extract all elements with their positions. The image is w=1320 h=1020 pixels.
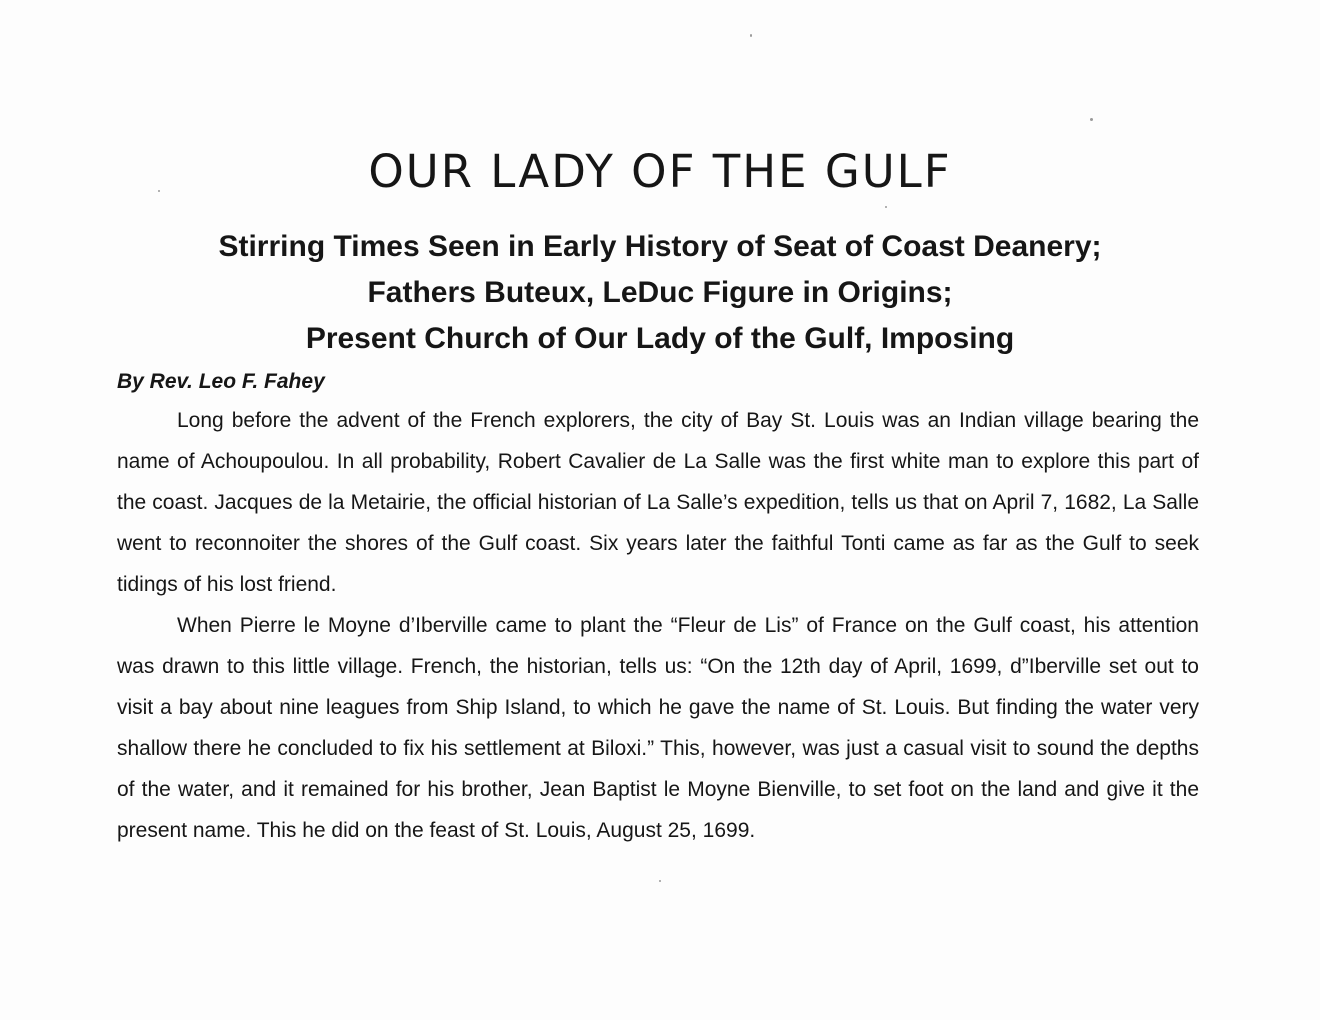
author-byline: By Rev. Leo F. Fahey	[117, 370, 325, 393]
scan-speck	[659, 880, 661, 882]
scan-speck	[750, 34, 752, 37]
paragraph-2: When Pierre le Moyne d’Iberville came to plant the “Fleur de Lis” of France on the Gulf coast, his attention was drawn to this little village. French, the historian, tells us: “On the 12th day of April, 1699, d”Iberville set out to visit a bay about nine leagues from Ship Island, to which he gave the name of St. Louis. But finding the water very shallow there he concluded to fix his settlement at Biloxi.” This, however, was just a casual visit to sound the depths of the water, and it remained for his brother, Jean Baptist le Moyne Bienville, to set foot on the land and give it the present name. This he did on the feast of St. Louis, August 25, 1699.	[117, 614, 1199, 842]
subtitle-line-3: Present Church of Our Lady of the Gulf, Imposing	[305, 322, 1015, 355]
scan-speck	[158, 190, 160, 192]
paragraph-1: Long before the advent of the French explorers, the city of Bay St. Louis was an Indian village bearing the name of Achoupoulou. In all probability, Robert Cavalier de La Salle was the first white man to explore this part of the coast. Jacques de la Metairie, the official historian of La Salle’s expedition, tells us that on April 7, 1682, La Salle went to reconnoiter the shores of the Gulf coast. Six years later the faithful Tonti came as far as the Gulf to seek tidings of his lost friend.	[117, 409, 1199, 596]
document-title: OUR LADY OF THE GULF	[368, 145, 952, 198]
document-subtitle	[0, 224, 1320, 362]
scan-speck	[1090, 118, 1093, 121]
scan-speck	[885, 206, 887, 208]
article-body	[117, 400, 1199, 851]
subtitle-line-2: Fathers Buteux, LeDuc Figure in Origins;	[367, 276, 953, 309]
subtitle-line-1: Stirring Times Seen in Early History of Seat of Coast Deanery;	[218, 230, 1102, 263]
